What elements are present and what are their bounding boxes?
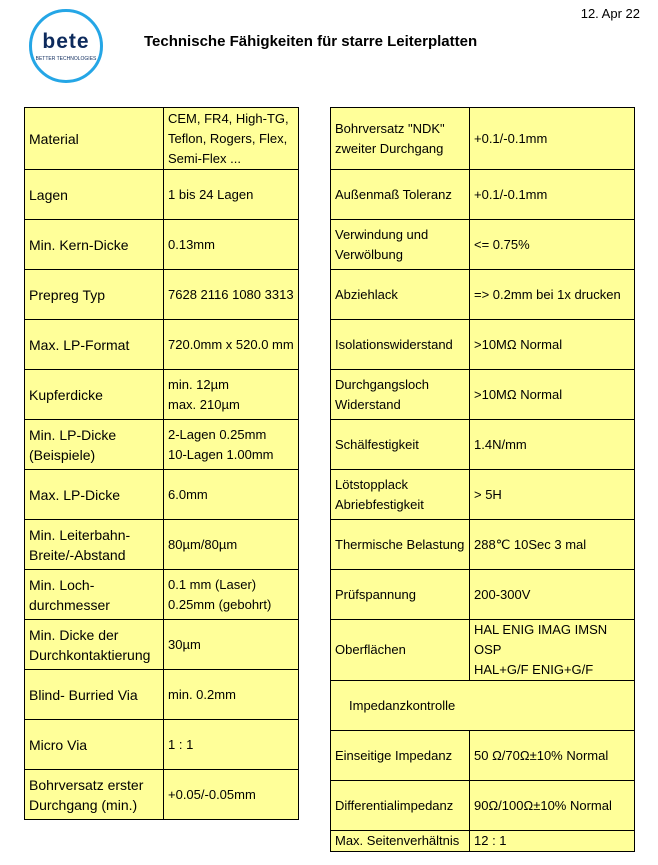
logo-tagline: BETTER TECHNOLOGIES	[35, 56, 97, 62]
left-spec-label: Min. Loch- durchmesser	[25, 570, 164, 620]
left-spec-value: 30µm	[164, 620, 299, 670]
left-spec-row	[25, 170, 299, 220]
left-spec-row	[25, 270, 299, 320]
left-spec-value: 2-Lagen 0.25mm 10-Lagen 1.00mm	[164, 420, 299, 470]
right-spec-label: Prüfspannung	[331, 570, 470, 620]
right-spec-row	[331, 270, 635, 320]
left-spec-row	[25, 220, 299, 270]
left-spec-value: CEM, FR4, High-TG, Teflon, Rogers, Flex, Semi-Flex ...	[164, 108, 299, 170]
right-spec-row	[331, 731, 635, 781]
right-spec-row	[331, 370, 635, 420]
right-spec-label: Außenmaß Toleranz	[331, 170, 470, 220]
right-spec-value: +0.1/-0.1mm	[470, 108, 635, 170]
left-spec-row	[25, 370, 299, 420]
right-spec-value: 50 Ω/70Ω±10% Normal	[470, 731, 635, 781]
right-spec-value: <= 0.75%	[470, 220, 635, 270]
left-spec-label: Lagen	[25, 170, 164, 220]
left-spec-label: Min. LP-Dicke (Beispiele)	[25, 420, 164, 470]
right-spec-row	[331, 781, 635, 831]
right-spec-value: >10MΩ Normal	[470, 320, 635, 370]
left-spec-label: Prepreg Typ	[25, 270, 164, 320]
right-spec-label: Isolationswiderstand	[331, 320, 470, 370]
left-spec-value: 1 : 1	[164, 720, 299, 770]
left-spec-row	[25, 570, 299, 620]
right-spec-label: Durchgangsloch Widerstand	[331, 370, 470, 420]
right-spec-value: => 0.2mm bei 1x drucken	[470, 270, 635, 320]
right-spec-value: > 5H	[470, 470, 635, 520]
right-spec-row	[331, 220, 635, 270]
left-spec-label: Min. Leiterbahn- Breite/-Abstand	[25, 520, 164, 570]
right-spec-label: Abziehlack	[331, 270, 470, 320]
right-spec-value: >10MΩ Normal	[470, 370, 635, 420]
left-spec-row	[25, 620, 299, 670]
bete-logo	[29, 9, 103, 83]
left-spec-label: Micro Via	[25, 720, 164, 770]
left-spec-value: 720.0mm x 520.0 mm	[164, 320, 299, 370]
right-spec-value: 288℃ 10Sec 3 mal	[470, 520, 635, 570]
left-spec-row	[25, 470, 299, 520]
left-spec-value: 0.13mm	[164, 220, 299, 270]
right-spec-row	[331, 108, 635, 170]
left-spec-value: min. 0.2mm	[164, 670, 299, 720]
page-title: Technische Fähigkeiten für starre Leiterplatten	[144, 33, 478, 50]
left-spec-row	[25, 770, 299, 820]
document-date: 12. Apr 22	[580, 6, 640, 21]
left-spec-label: Bohrversatz erster Durchgang (min.)	[25, 770, 164, 820]
right-spec-label: Impedanzkontrolle	[331, 681, 635, 731]
left-spec-value: 0.1 mm (Laser) 0.25mm (gebohrt)	[164, 570, 299, 620]
left-spec-label: Min. Dicke der Durchkontaktierung	[25, 620, 164, 670]
right-spec-label: Bohrversatz "NDK" zweiter Durchgang	[331, 108, 470, 170]
right-spec-value: 12 : 1	[470, 831, 635, 852]
left-spec-value: min. 12µm max. 210µm	[164, 370, 299, 420]
right-spec-label: Thermische Belastung	[331, 520, 470, 570]
left-spec-row	[25, 520, 299, 570]
left-spec-value: +0.05/-0.05mm	[164, 770, 299, 820]
right-spec-label: Verwindung und Verwölbung	[331, 220, 470, 270]
right-spec-row	[331, 570, 635, 620]
right-spec-label: Einseitige Impedanz	[331, 731, 470, 781]
right-spec-label: Oberflächen	[331, 620, 470, 681]
right-spec-value: 1.4N/mm	[470, 420, 635, 470]
right-spec-label: Lötstopplack Abriebfestigkeit	[331, 470, 470, 520]
right-spec-label: Max. Seitenverhältnis	[331, 831, 470, 852]
left-spec-value: 80µm/80µm	[164, 520, 299, 570]
left-spec-value: 7628 2116 1080 3313	[164, 270, 299, 320]
capabilities-table-right	[330, 107, 635, 852]
left-spec-row	[25, 320, 299, 370]
left-spec-label: Material	[25, 108, 164, 170]
right-spec-row	[331, 831, 635, 852]
right-spec-row	[331, 620, 635, 681]
right-spec-label: Schälfestigkeit	[331, 420, 470, 470]
left-spec-row	[25, 670, 299, 720]
left-spec-row	[25, 720, 299, 770]
left-spec-value: 6.0mm	[164, 470, 299, 520]
right-spec-row	[331, 681, 635, 731]
logo-wordmark: bete	[42, 30, 90, 53]
right-spec-value: +0.1/-0.1mm	[470, 170, 635, 220]
left-spec-row	[25, 420, 299, 470]
right-spec-value: HAL ENIG IMAG IMSN OSP HAL+G/F ENIG+G/F	[470, 620, 635, 681]
right-spec-row	[331, 470, 635, 520]
right-spec-value: 200-300V	[470, 570, 635, 620]
right-spec-row	[331, 320, 635, 370]
right-spec-row	[331, 420, 635, 470]
left-spec-label: Max. LP-Format	[25, 320, 164, 370]
left-spec-label: Kupferdicke	[25, 370, 164, 420]
left-spec-label: Blind- Burried Via	[25, 670, 164, 720]
right-spec-value: 90Ω/100Ω±10% Normal	[470, 781, 635, 831]
left-spec-label: Max. LP-Dicke	[25, 470, 164, 520]
right-spec-label: Differentialimpedanz	[331, 781, 470, 831]
right-spec-row	[331, 520, 635, 570]
left-spec-row	[25, 108, 299, 170]
left-spec-label: Min. Kern-Dicke	[25, 220, 164, 270]
left-spec-value: 1 bis 24 Lagen	[164, 170, 299, 220]
right-spec-row	[331, 170, 635, 220]
capabilities-table-left	[24, 107, 299, 820]
